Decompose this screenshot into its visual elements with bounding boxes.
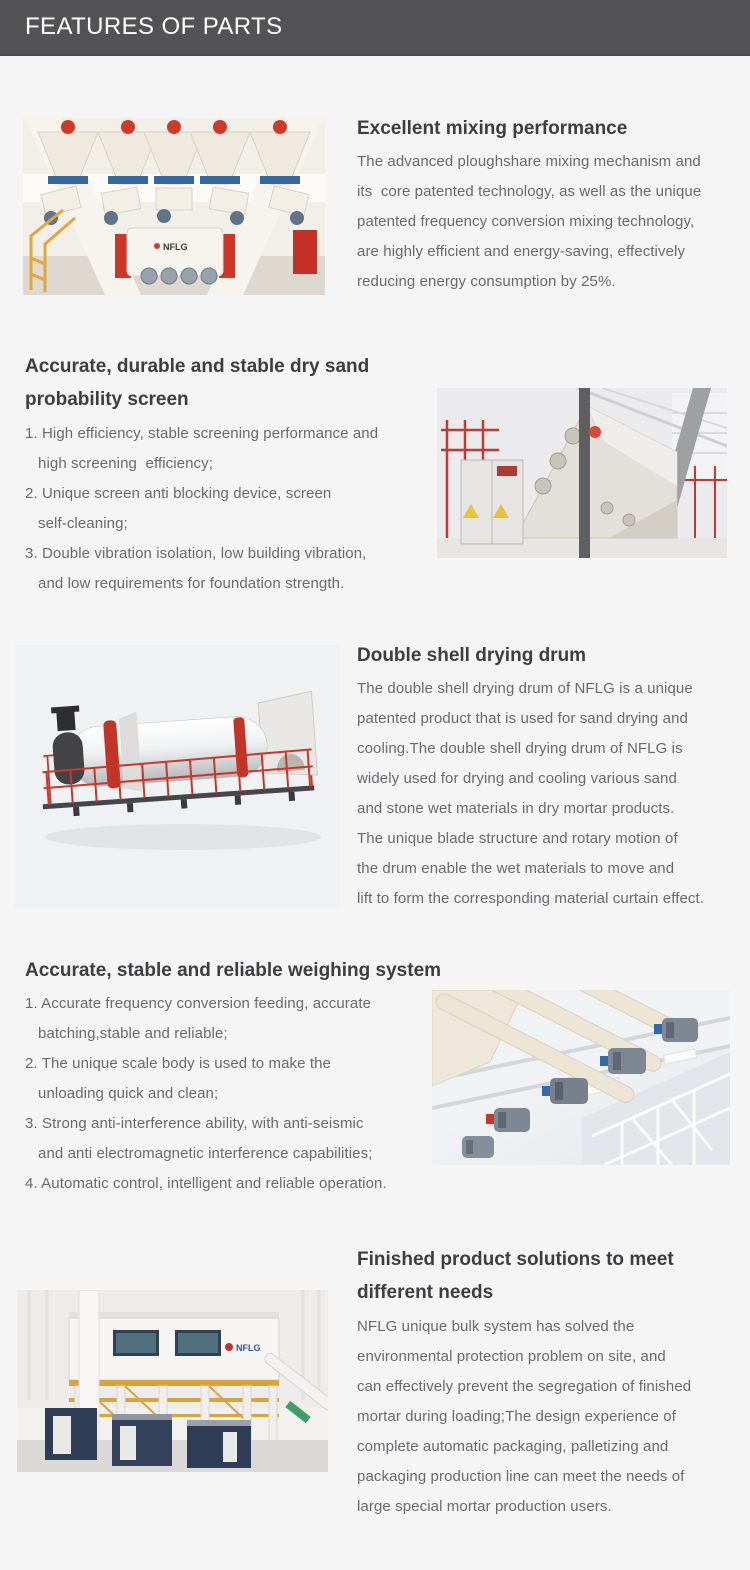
- packaging-line-photo: [17, 1290, 328, 1472]
- feature-block-screen: [25, 350, 437, 599]
- feature-title: Accurate, durable and stable dry sand probability screen: [25, 356, 370, 410]
- feature-title: Accurate, stable and reliable weighing system: [25, 960, 442, 981]
- weighing-system-illustration: [432, 990, 730, 1165]
- brand-text: NFLG: [163, 242, 188, 252]
- feature-block-mixing: [357, 116, 745, 297]
- weighing-system-photo: [432, 990, 730, 1165]
- feature-block-weighing: [25, 958, 442, 1199]
- drying-drum-illustration: [15, 645, 340, 908]
- feature-body: The advanced ploughshare mixing mechanism and its core patented technology, as well as the unique patented frequency conversion mixing technology, are highly efficient and energy-saving, effectively reducing energy consumption by 25%.: [357, 153, 702, 290]
- drying-drum-photo: [15, 645, 340, 908]
- probability-screen-illustration: [437, 388, 727, 558]
- feature-body: NFLG unique bulk system has solved the environmental protection problem on site, and can effectively prevent the segregation of finished mortar during loading;The design experience of complete automatic packaging, palletizing and packaging production line can meet the needs of large special mortar production users.: [357, 1318, 692, 1515]
- section-header-bar: [0, 0, 750, 56]
- feature-body: The double shell drying drum of NFLG is a unique patented product that is used for sand drying and cooling.The double shell drying drum of NFLG is widely used for drying and cooling various sand and stone wet materials in dry mortar products. The unique blade structure and rotary motion of the drum enable the wet materials to move and lift to form the corresponding material curtain effect.: [357, 680, 705, 907]
- feature-list: 1. High efficiency, stable screening performance and high screening efficiency; 2. Unique screen anti blocking device, screen self-cleaning; 3. Double vibration isolation, low building vibration, and low requirements for foundation strength.: [25, 425, 379, 592]
- packaging-line-illustration: [17, 1290, 328, 1472]
- feature-title: Double shell drying drum: [357, 645, 587, 666]
- mixing-plant-illustration: [23, 118, 325, 295]
- brand-text: NFLG: [236, 1343, 261, 1353]
- mixing-plant-photo: [23, 118, 325, 295]
- feature-block-drum: [357, 643, 747, 914]
- feature-list: 1. Accurate frequency conversion feeding, accurate batching,stable and reliable; 2. The unique scale body is used to make the unloading quick and clean; 3. Strong anti-interference ability, with anti-seismic and anti electromagnetic interference capabilities; 4. Automatic control, intelligent and reliable operation.: [25, 995, 387, 1192]
- feature-title: Finished product solutions to meet different needs: [357, 1249, 674, 1303]
- section-title: FEATURES OF PARTS: [25, 13, 283, 40]
- feature-title: Excellent mixing performance: [357, 118, 628, 139]
- feature-block-finished-product: [357, 1243, 747, 1522]
- probability-screen-photo: [437, 388, 727, 558]
